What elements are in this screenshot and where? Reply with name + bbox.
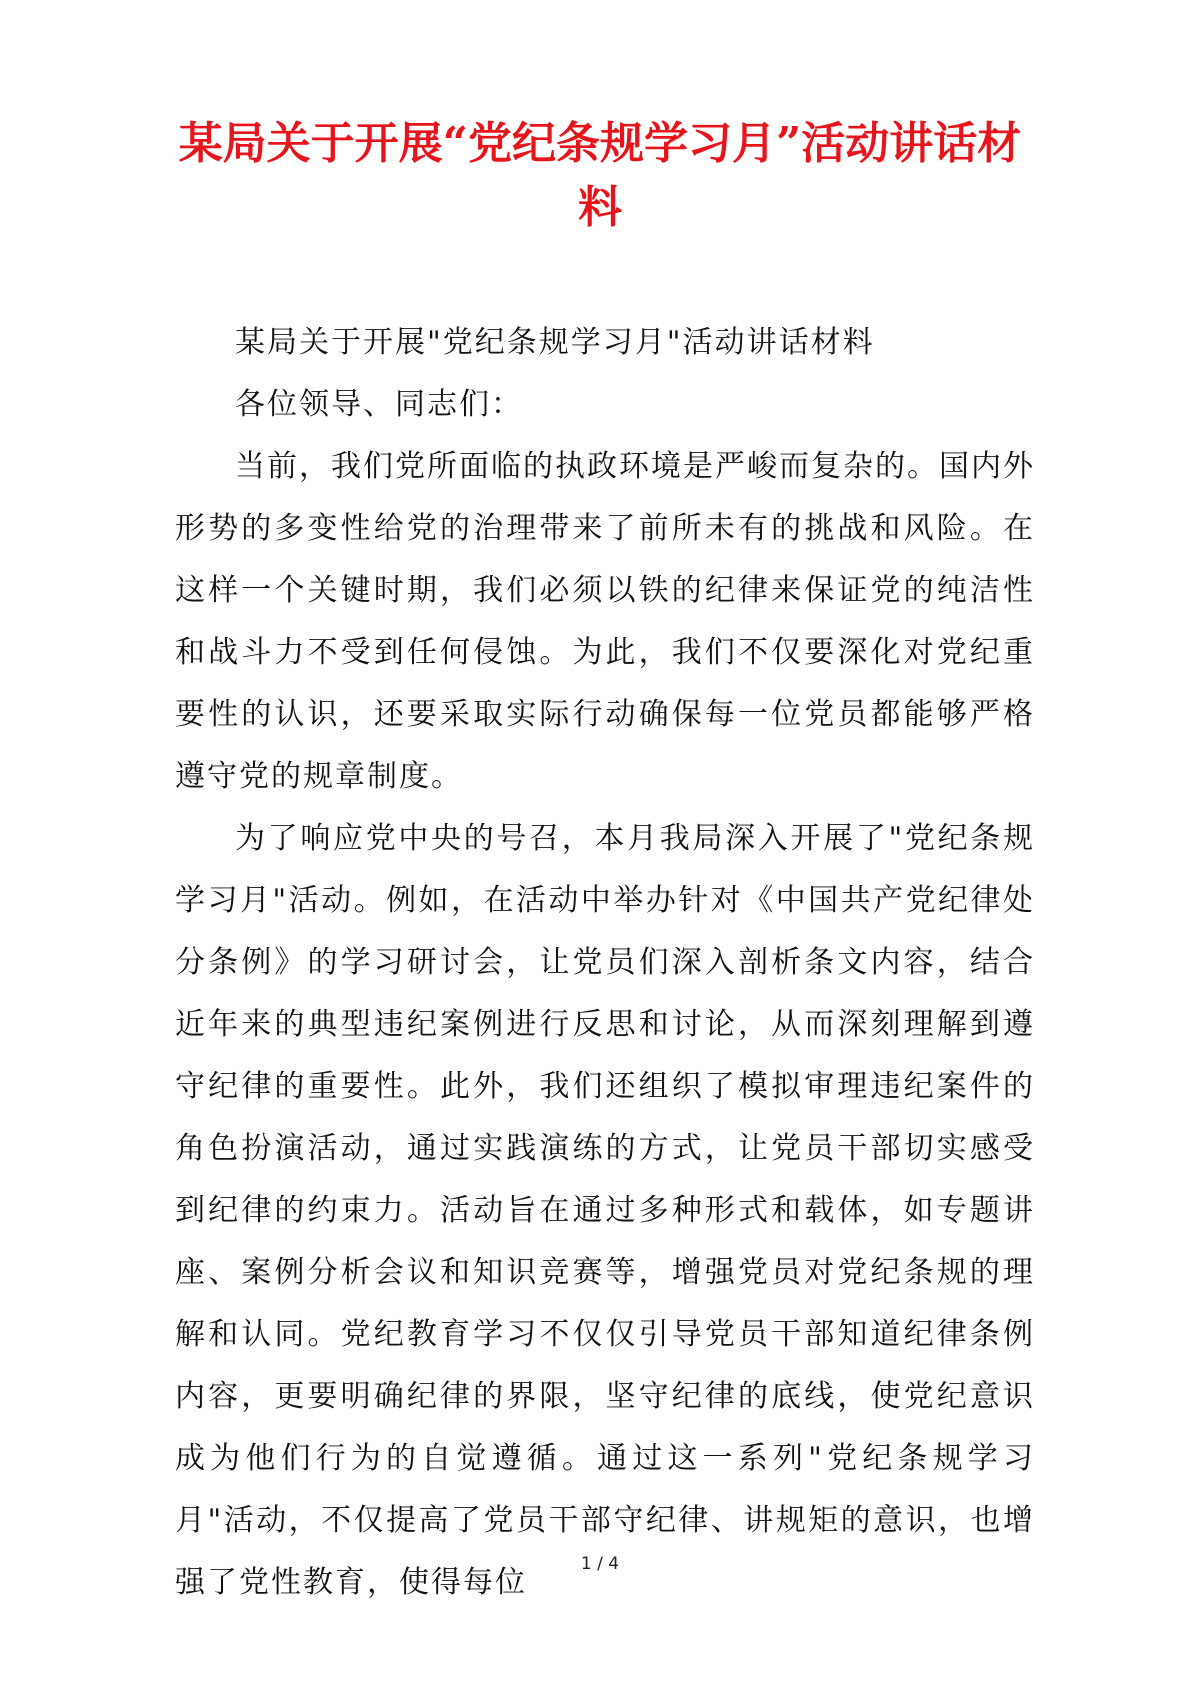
document-body [175, 312, 1035, 1614]
paragraph-subtitle: 某局关于开展"党纪条规学习月"活动讲话材料 [235, 325, 875, 360]
paragraph-context: 当前，我们党所面临的执政环境是严峻而复杂的。国内外形势的多变性给党的治理带来了前所未有的挑战和风险。在这样一个关键时期，我们必须以铁的纪律来保证党的纯洁性和战斗力不受到任何侵蚀。为此，我们不仅要深化对党纪重要性的认识，还要采取实际行动确保每一位党员都能够严格遵守党的规章制度。 [175, 449, 1035, 794]
document-title: 某局关于开展“党纪条规学习月”活动讲话材料 [178, 118, 1022, 233]
paragraph-salutation: 各位领导、同志们： [235, 387, 523, 422]
page-number: 1 / 4 [580, 1554, 620, 1574]
paragraph-activities: 为了响应党中央的号召，本月我局深入开展了"党纪条规学习月"活动。例如，在活动中举办针对《中国共产党纪律处分条例》的学习研讨会，让党员们深入剖析条文内容，结合近年来的典型违纪案例进行反思和讨论，从而深刻理解到遵守纪律的重要性。此外，我们还组织了模拟审理违纪案件的角色扮演活动，通过实践演练的方式，让党员干部切实感受到纪律的约束力。活动旨在通过多种形式和载体，如专题讲座、案例分析会议和知识竞赛等，增强党员对党纪条规的理解和认同。党纪教育学习不仅仅引导党员干部知道纪律条例内容，更要明确纪律的界限，坚守纪律的底线，使党纪意识成为他们行为的自觉遵循。通过这一系列"党纪条规学习月"活动，不仅提高了党员干部守纪律、讲规矩的意识，也增强了党性教育，使得每位 [175, 821, 1035, 1600]
